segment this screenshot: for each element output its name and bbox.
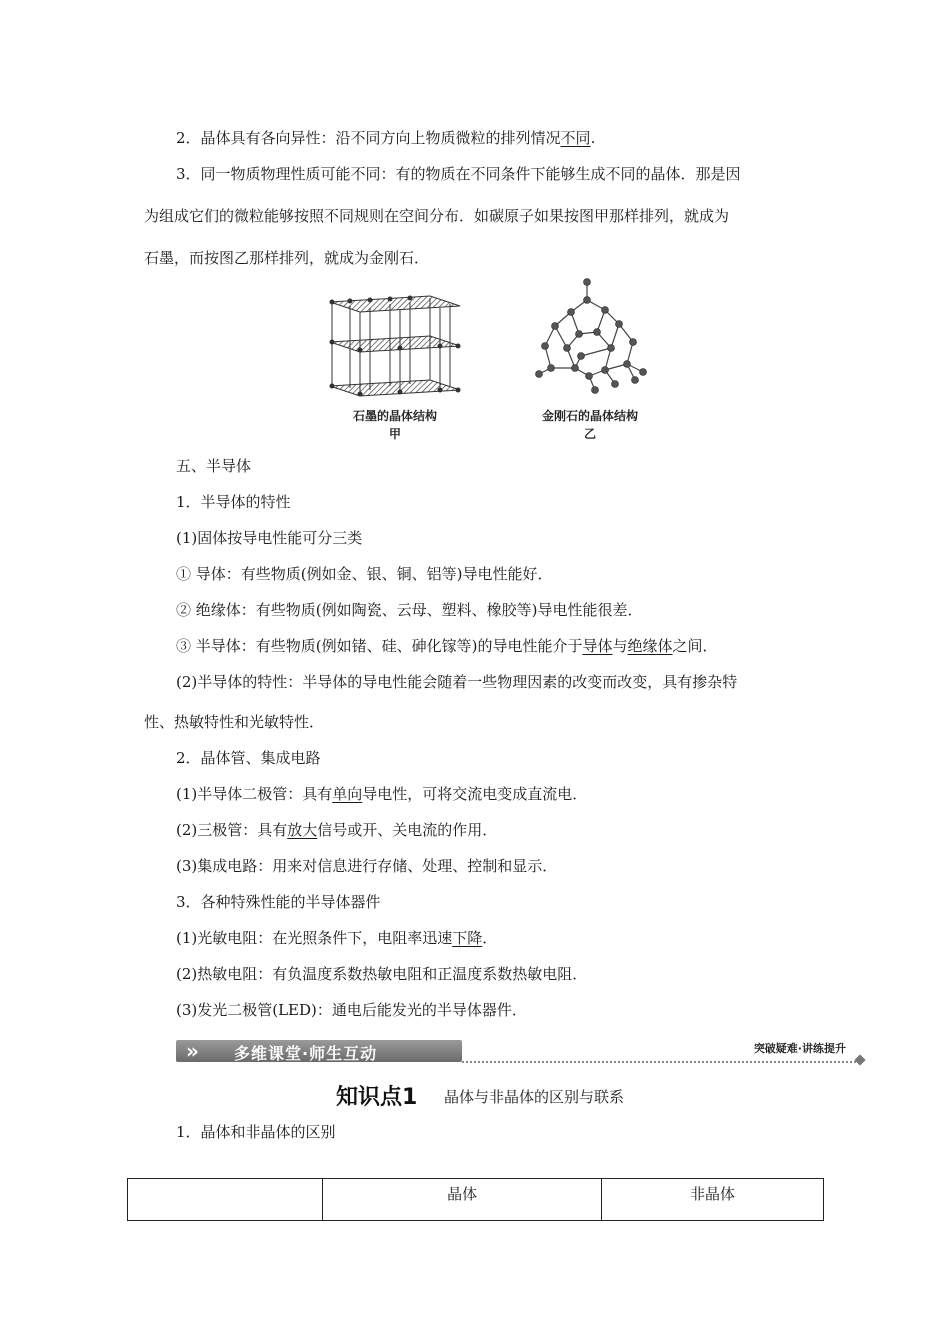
- para-polymorph-line3: 石墨，而按图乙那样排列，就成为金刚石．: [144, 249, 430, 267]
- subheading-2: 2．晶体管、集成电路: [176, 749, 321, 767]
- graphite-label: 甲: [388, 427, 401, 441]
- subitem-transistor-end: 信号或开、关电流的作用．: [317, 821, 498, 839]
- knowledge-point-title: 知识点1: [336, 1085, 418, 1110]
- underlined-answer: 绝缘体: [627, 637, 673, 655]
- para-anisotropy-end: .: [590, 129, 596, 147]
- table-header-cell: 晶体: [323, 1179, 602, 1221]
- subitem-diode-text: (1)半导体二极管：具有: [176, 785, 333, 803]
- subitem-diode-end: 导电性，可将交流电变成直流电．: [362, 785, 588, 803]
- list-item-end: 之间．: [672, 637, 718, 655]
- para-polymorph-line2: 为组成它们的微粒能够按照不同规则在空间分布．如碳原子如果按图甲那样排列，就成为: [144, 207, 730, 225]
- comparison-table: [127, 1178, 824, 1221]
- underlined-answer: 不同: [560, 129, 591, 147]
- diamond-structure-diagram: [515, 276, 660, 400]
- table-header-cell: 非晶体: [602, 1179, 824, 1221]
- para-anisotropy-text: 2．晶体具有各向异性：沿不同方向上物质微粒的排列情况: [176, 129, 561, 147]
- subitem-transistor: [176, 820, 497, 840]
- para-polymorph-line1: 3．同一物质物理性质可能不同：有的物质在不同条件下能够生成不同的晶体．那是因: [176, 165, 741, 183]
- table-header-row: [128, 1179, 824, 1221]
- double-chevron-icon: »: [186, 1039, 199, 1063]
- underlined-answer: 单向: [332, 785, 363, 803]
- list-item-semiconductor-text: ③ 半导体：有些物质(例如锗、硅、砷化镓等)的导电性能介于: [176, 637, 583, 655]
- diamond-caption: 金刚石的晶体结构: [541, 409, 638, 423]
- banner-left-block: [176, 1040, 462, 1062]
- graphite-structure-diagram: [320, 290, 470, 402]
- knowledge-point-subtitle: 晶体与非晶体的区别与联系: [444, 1088, 625, 1106]
- underlined-answer: 下降: [452, 929, 483, 947]
- list-item-semiconductor: [176, 636, 718, 656]
- subitem-1-2-line1: (2)半导体的特性：半导体的导电性能会随着一些物理因素的改变而改变，具有掺杂特: [176, 673, 738, 691]
- section-banner: [176, 1038, 864, 1066]
- subitem-diode: [176, 784, 587, 804]
- subitem-1-2-line2: 性、热敏特性和光敏特性．: [144, 713, 325, 731]
- subitem-photoresistor: [176, 928, 497, 948]
- section-heading: 五、半导体: [176, 457, 252, 475]
- subitem-ic: (3)集成电路：用来对信息进行存储、处理、控制和显示．: [176, 857, 558, 875]
- knowledge-item: 1．晶体和非晶体的区别: [176, 1123, 336, 1141]
- banner-title: 多维课堂·师生互动: [234, 1044, 378, 1063]
- subitem-photoresistor-text: (1)光敏电阻：在光照条件下，电阻率迅速: [176, 929, 453, 947]
- connector-text: 与: [612, 637, 628, 655]
- underlined-answer: 导体: [582, 637, 613, 655]
- para-anisotropy: [176, 128, 595, 148]
- subheading-1: 1．半导体的特性: [176, 493, 291, 511]
- diamond-icon: [854, 1054, 865, 1065]
- list-item-conductor: ① 导体：有些物质(例如金、银、铜、铝等)导电性能好．: [176, 565, 553, 583]
- graphite-caption: 石墨的晶体结构: [352, 409, 437, 423]
- diamond-label: 乙: [583, 427, 596, 441]
- subitem-photoresistor-end: ．: [482, 929, 498, 947]
- list-item-insulator: ② 绝缘体：有些物质(例如陶瓷、云母、塑料、橡胶等)导电性能很差．: [176, 601, 643, 619]
- subheading-3: 3．各种特殊性能的半导体器件: [176, 893, 381, 911]
- subitem-thermistor: (2)热敏电阻：有负温度系数热敏电阻和正温度系数热敏电阻．: [176, 965, 588, 983]
- underlined-answer: 放大: [287, 821, 318, 839]
- banner-divider: [462, 1061, 856, 1063]
- banner-subtitle: 突破疑难·讲练提升: [753, 1042, 846, 1055]
- subitem-led: (3)发光二极管(LED)：通电后能发光的半导体器件．: [176, 1001, 527, 1019]
- table-header-cell: [128, 1179, 323, 1221]
- subitem-1-1: (1)固体按导电性能可分三类: [176, 529, 363, 547]
- subitem-transistor-text: (2)三极管：具有: [176, 821, 288, 839]
